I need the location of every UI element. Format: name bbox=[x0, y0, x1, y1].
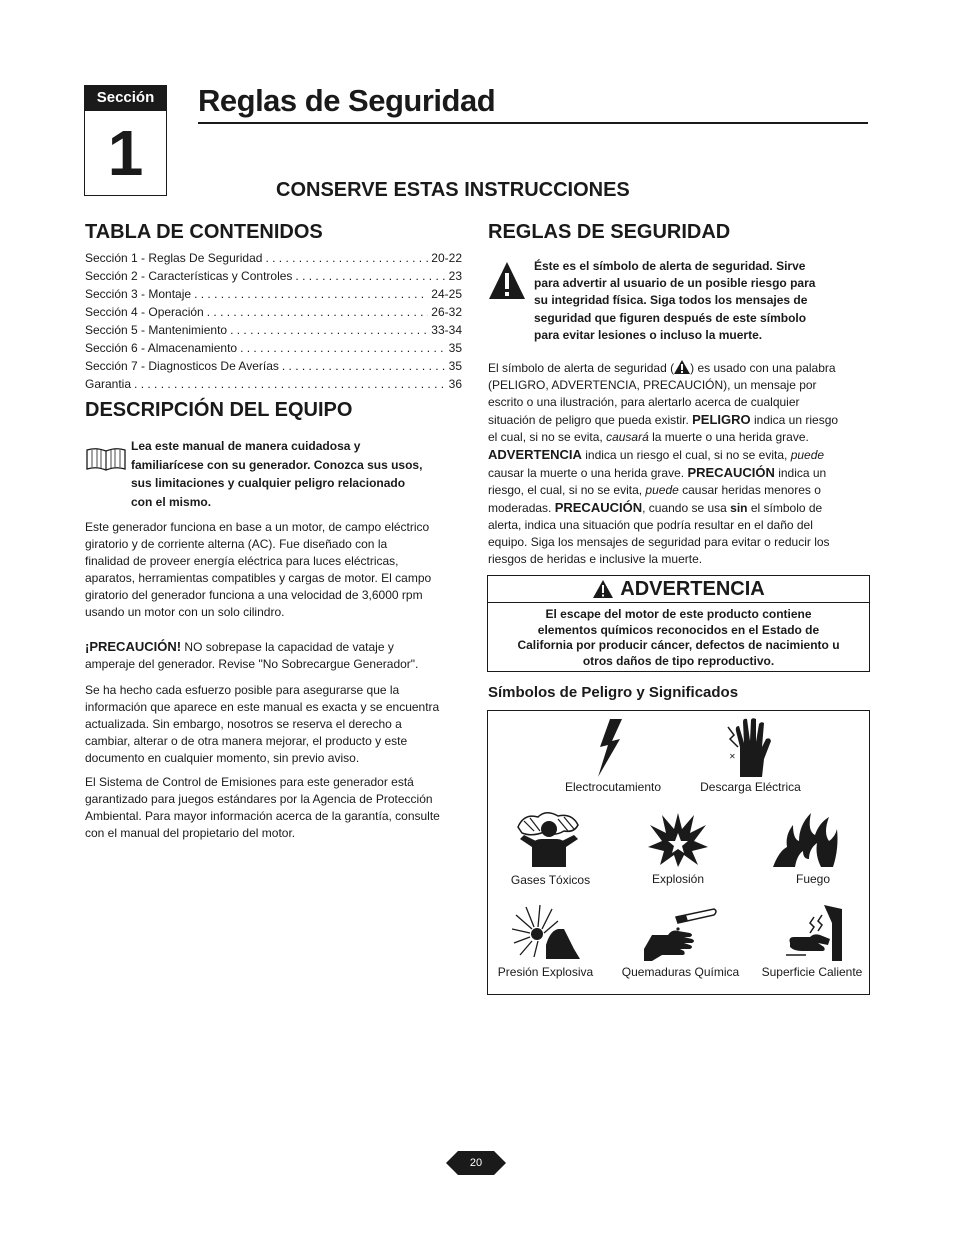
chemical-burn-icon bbox=[644, 905, 718, 961]
manual-note: Lea este manual de manera cuidadosa y familiarícese con su generador. Conozca sus usos, sus limitaciones y cualquier peligro relacionado con el mismo. bbox=[131, 439, 423, 509]
warning-alert-icon bbox=[592, 579, 614, 599]
explosion-icon bbox=[648, 811, 708, 867]
section-number: 1 bbox=[84, 110, 167, 196]
toc-item[interactable]: Garantia . . . 36 bbox=[85, 375, 462, 393]
hot-surface-icon bbox=[784, 905, 844, 961]
manual-book-icon bbox=[85, 446, 127, 472]
equipment-description: Este generador funciona en base a un motor, de campo eléctrico giratorio y de corriente alterna (AC). Fue diseñado con la finalidad de proveer energía eléctrica para luces eléctricas, aparatos, herramientas compatibles y cargas de motor. El campo giratorio del generador funciona a una velocidad de 3,6000 rpm usando un motor con un solo cilindro. bbox=[85, 520, 432, 619]
hazard-symbols-panel bbox=[487, 710, 870, 995]
emissions-warranty: El Sistema de Control de Emisiones para este generador está garantizado para juegos estándares por la Agencia de Protección Ambiental. Para mayor información acerca de la garantía, consulte con el manual del propietario del motor. bbox=[85, 775, 440, 840]
toc-item[interactable]: Sección 6 - Almacenamiento . . . 35 bbox=[85, 339, 462, 357]
safety-alert-icon bbox=[487, 260, 527, 301]
symbol-label: Quemaduras Química bbox=[621, 965, 740, 979]
symbols-heading: Símbolos de Peligro y Significados bbox=[488, 684, 739, 701]
electrocution-icon bbox=[592, 719, 626, 777]
toc-item[interactable]: Sección 3 - Montaje . . . 24-25 bbox=[85, 285, 462, 303]
section-tab: Sección bbox=[84, 85, 167, 110]
toc-item[interactable]: Sección 5 - Mantenimiento . . . 33-34 bbox=[85, 321, 462, 339]
symbol-label: Fuego bbox=[795, 872, 831, 886]
signal-words-explanation: El símbolo de alerta de seguridad ( ) es usado con una palabra (PELIGRO, ADVERTENCIA, PRECAUCIÓN), un mensaje por escrito o una ilustración, para alertarlo acerca de cualquier situación de peligro que pueda existir. PELIGRO indica un riesgo el cual, si no se evita, causará la muerte o una herida grave. ADVERTENCIA indica un riesgo el cual, si no se evita, puede causar la muerte o una herida grave. PRECAUCIÓN indica un riesgo, el cual, si no se evita, puede causar heridas menores o moderadas. PRECAUCIÓN, cuando se usa sin el símbolo de alerta, indica una situación que podría resultar en el daño del equipo. Siga los mensajes de seguridad para evitar o reducir los riesgos de heridas e inclusive la muerte. bbox=[488, 361, 839, 566]
toc-heading: TABLA DE CONTENIDOS bbox=[85, 221, 323, 243]
accuracy-disclaimer: Se ha hecho cada esfuerzo posible para asegurarse que la información que aparece en este manual es exacta y se encuentra actualizada. Sin embargo, nosotros se reserva el derecho a cambiar, alterar o de otra manera mejorar, el producto y este documento en cualquier momento, sin previo aviso. bbox=[85, 683, 440, 765]
caution-note: ¡PRECAUCIÓN! NO sobrepase la capacidad de vataje y amperaje del generador. Revise "No Sobrecargue Generador". bbox=[85, 639, 419, 671]
symbol-label: Descarga Eléctrica bbox=[700, 780, 801, 794]
symbol-label: Presión Explosiva bbox=[497, 965, 594, 979]
equipment-heading: DESCRIPCIÓN DEL EQUIPO bbox=[85, 399, 353, 421]
table-of-contents bbox=[85, 249, 462, 393]
symbol-label: Explosión bbox=[651, 872, 705, 886]
keep-instructions-heading: CONSERVE ESTAS INSTRUCCIONES bbox=[276, 179, 630, 201]
symbol-label: Electrocutamiento bbox=[564, 780, 662, 794]
symbol-label: Superficie Caliente bbox=[761, 965, 863, 979]
toc-item[interactable]: Sección 1 - Reglas De Seguridad . . . 20-22 bbox=[85, 249, 462, 267]
warning-box bbox=[487, 575, 870, 672]
explosive-pressure-icon bbox=[512, 905, 580, 959]
title-rule bbox=[198, 122, 868, 124]
warning-text: El escape del motor de este producto contiene elementos químicos reconocidos en el Estado de California por producir cáncer, defectos de nacimiento u otros daños de tipo reproductivo. bbox=[517, 607, 840, 668]
toc-item[interactable]: Sección 7 - Diagnosticos De Averías . . . 35 bbox=[85, 357, 462, 375]
warning-header bbox=[488, 576, 869, 603]
electric-shock-icon bbox=[726, 717, 776, 777]
svg-text:✕: ✕ bbox=[729, 752, 736, 761]
fire-icon bbox=[773, 811, 839, 867]
toxic-gas-icon bbox=[514, 811, 584, 867]
symbol-label: Gases Tóxicos bbox=[510, 873, 591, 887]
safety-heading: REGLAS DE SEGURIDAD bbox=[488, 221, 731, 243]
inline-alert-icon bbox=[674, 360, 690, 374]
warning-title: ADVERTENCIA bbox=[620, 577, 765, 600]
page-number: 20 bbox=[469, 1157, 483, 1169]
toc-item[interactable]: Sección 4 - Operación . . . 26-32 bbox=[85, 303, 462, 321]
alert-note: Éste es el símbolo de alerta de seguridad. Sirve para advertir al usuario de un posible riesgo para su integridad física. Siga todos los mensajes de seguridad que figuren después de este símbolo para evitar lesiones o incluso la muerte. bbox=[534, 259, 816, 342]
toc-item[interactable]: Sección 2 - Características y Controles . . . 23 bbox=[85, 267, 462, 285]
page-title: Reglas de Seguridad bbox=[198, 83, 496, 118]
